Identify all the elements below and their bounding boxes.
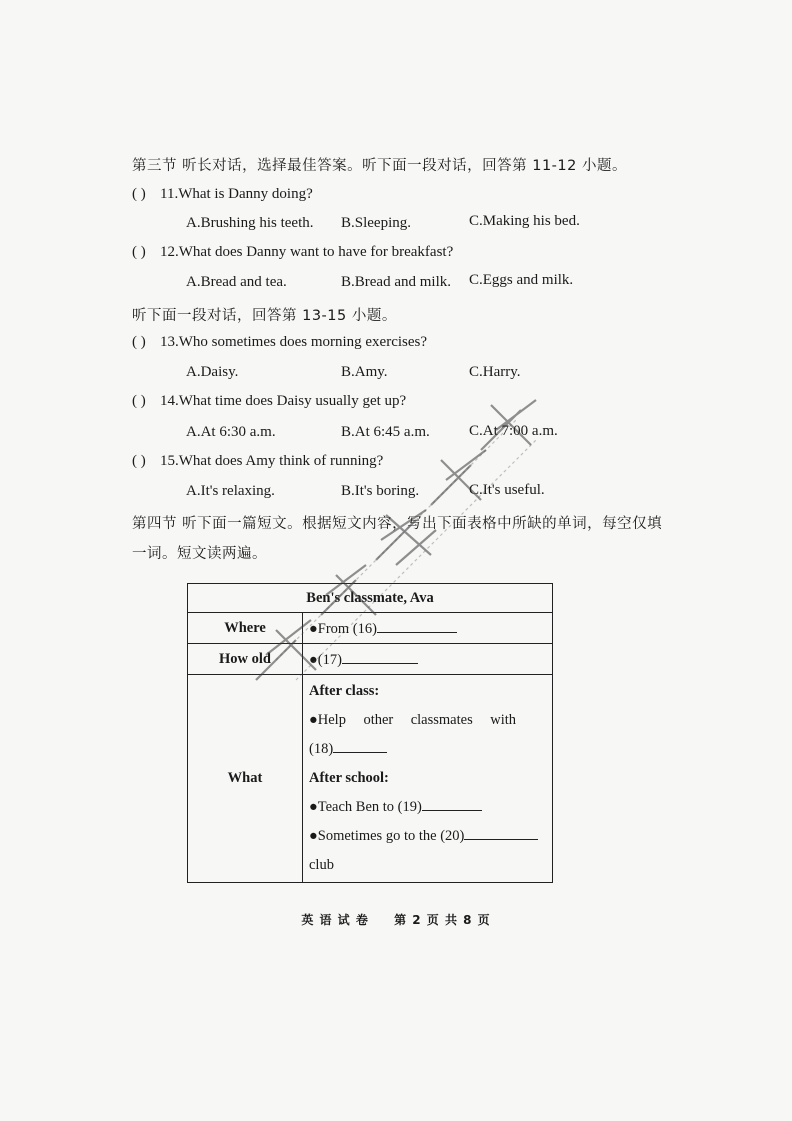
- option-15a: A.It's relaxing.: [186, 483, 275, 499]
- table-row: [188, 644, 553, 675]
- answer-bracket[interactable]: ( ): [132, 393, 146, 409]
- question-12: [132, 244, 453, 261]
- blank-19[interactable]: [422, 796, 482, 811]
- option-11b: B.Sleeping.: [341, 215, 411, 231]
- question-15: [132, 453, 383, 470]
- option-12c: C.Eggs and milk.: [469, 272, 574, 288]
- with-word: with: [490, 712, 516, 728]
- question-text: 11.What is Danny doing?: [160, 186, 313, 202]
- section3-heading: 第三节 听长对话，选择最佳答案。听下面一段对话，回答第 11-12 小题。: [132, 158, 627, 174]
- option-11c: C.Making his bed.: [469, 213, 580, 229]
- section4-heading-line1: 第四节 听下面一篇短文。根据短文内容，写出下面表格中所缺的单词，每空仅填: [132, 516, 663, 532]
- sometimes-text: ●Sometimes go to the (20): [309, 828, 465, 844]
- section4-heading-line2: 一词。短文读两遍。: [132, 546, 267, 562]
- footer-page-number: 第 2 页 共 8 页: [394, 913, 491, 927]
- row-label-what: What: [188, 675, 303, 883]
- blank-18-label: (18): [309, 741, 334, 757]
- option-13a: A.Daisy.: [186, 364, 239, 380]
- section3-subheading: 听下面一段对话，回答第 13-15 小题。: [132, 308, 397, 324]
- blank-17[interactable]: [342, 649, 418, 664]
- help-word: ●Help: [309, 712, 346, 728]
- row-label-how-old: How old: [188, 644, 303, 675]
- table-row: [188, 613, 553, 644]
- option-12b: B.Bread and milk.: [341, 274, 451, 290]
- info-table: [187, 583, 553, 883]
- row-value-how-old: [303, 644, 553, 675]
- answer-bracket[interactable]: ( ): [132, 453, 146, 469]
- option-14b: B.At 6:45 a.m.: [341, 424, 430, 440]
- option-14a: A.At 6:30 a.m.: [186, 424, 276, 440]
- how-old-text: ●(17): [309, 652, 342, 668]
- other-word: other: [363, 712, 394, 728]
- row-value-where: [303, 613, 553, 644]
- blank-20[interactable]: [464, 825, 538, 840]
- table-title: Ben's classmate, Ava: [188, 584, 553, 613]
- question-text: 15.What does Amy think of running?: [160, 453, 384, 469]
- option-11a: A.Brushing his teeth.: [186, 215, 314, 231]
- blank-16[interactable]: [377, 618, 457, 633]
- option-12a: A.Bread and tea.: [186, 274, 287, 290]
- blank-18[interactable]: [333, 738, 387, 753]
- option-13c: C.Harry.: [469, 364, 521, 380]
- after-school-label: After school:: [309, 770, 389, 786]
- question-text: 14.What time does Daisy usually get up?: [160, 393, 407, 409]
- question-text: 13.Who sometimes does morning exercises?: [160, 334, 428, 350]
- option-14c: C.At 7:00 a.m.: [469, 423, 558, 439]
- sometimes-line: [309, 822, 546, 851]
- question-11: [132, 186, 313, 203]
- question-13: [132, 334, 427, 351]
- teach-line: [309, 793, 546, 822]
- teach-text: ●Teach Ben to (19): [309, 799, 422, 815]
- answer-bracket[interactable]: ( ): [132, 244, 146, 260]
- after-class-label: After class:: [309, 683, 380, 699]
- footer-subject: 英 语 试 卷: [301, 913, 369, 927]
- page-footer: [0, 911, 792, 928]
- table-row: [188, 675, 553, 883]
- club-line: club: [309, 857, 334, 873]
- blank-18-line: [309, 735, 546, 764]
- option-15b: B.It's boring.: [341, 483, 420, 499]
- answer-bracket[interactable]: ( ): [132, 334, 146, 350]
- row-value-what: [303, 675, 553, 883]
- question-14: [132, 393, 406, 410]
- row-label-where: Where: [188, 613, 303, 644]
- option-13b: B.Amy.: [341, 364, 388, 380]
- classmates-word: classmates: [410, 712, 473, 728]
- help-line: [309, 706, 546, 735]
- option-15c: C.It's useful.: [469, 482, 545, 498]
- where-text: ●From (16): [309, 621, 377, 637]
- question-text: 12.What does Danny want to have for breakfast?: [160, 244, 454, 260]
- answer-bracket[interactable]: ( ): [132, 186, 146, 202]
